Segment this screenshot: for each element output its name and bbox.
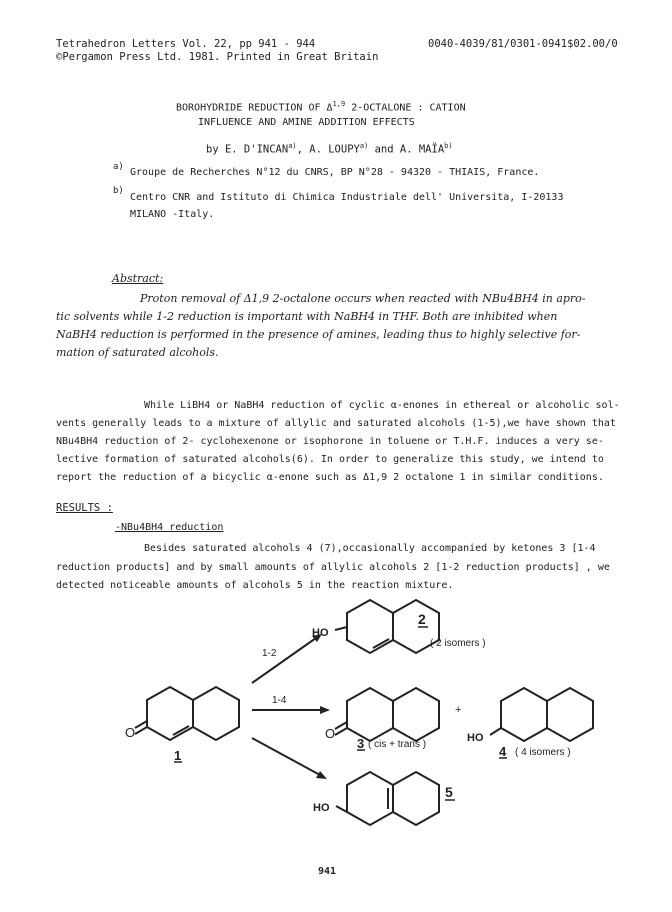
body-line: NBu4BH4 reduction of 2- cyclohexenone or isophorone in toluene or T.H.F. induces a very se- <box>56 436 604 447</box>
abstract-line: Proton removal of Δ1,9 2-octalone occurs when reacted with NBu4BH4 in apro- <box>140 292 586 305</box>
compound-3-note: ( cis + trans ) <box>368 739 427 750</box>
compound-number-1: 1 <box>174 748 182 763</box>
abstract-line: mation of saturated alcohols. <box>56 346 219 359</box>
results-subheading: -NBu4BH4 reduction <box>115 522 224 533</box>
abstract-line: NaBH4 reduction is performed in the presence of amines, leading thus to highly selective for- <box>56 328 581 341</box>
body-line: report the reduction of a bicyclic α-enone such as Δ1,9 2 octalone 1 in similar conditions. <box>56 472 604 483</box>
compound-4-hydroxyl: HO <box>467 732 484 744</box>
compound-5-structure <box>336 772 439 825</box>
body-line: While LiBH4 or NaBH4 reduction of cyclic α-enones in ethereal or alcoholic sol- <box>144 400 620 411</box>
compound-number-2: 2 <box>418 611 426 627</box>
compound-2-note: ( 2 isomers ) <box>430 638 486 649</box>
compound-1-structure <box>135 687 239 740</box>
author-1-mark: a) <box>288 142 297 150</box>
affiliation-a: Groupe de Recherches N°12 du CNRS, BP N°28 - 94320 - THIAIS, France. <box>130 167 540 178</box>
compound-number-3: 3 <box>357 736 365 751</box>
author-3: and A. MAÏA <box>368 143 445 156</box>
plus-sign: + <box>455 704 462 716</box>
results-heading: RESULTS : <box>56 502 113 514</box>
compound-5-hydroxyl: HO <box>313 802 330 814</box>
arrow-label-1-4: 1-4 <box>272 695 287 706</box>
compound-number-4: 4 <box>499 744 507 759</box>
title-line-2: INFLUENCE AND AMINE ADDITION EFFECTS <box>198 117 415 128</box>
arrow-1-2 <box>252 638 316 683</box>
arrow-label-1-2: 1-2 <box>262 648 277 659</box>
affiliation-b-line2: MILANO -Italy. <box>130 209 215 220</box>
compound-1-oxygen: O <box>125 725 136 740</box>
arrow-1-5 <box>252 738 320 775</box>
compound-3-structure <box>335 688 439 741</box>
page-number: 941 <box>318 866 337 877</box>
author-1: by E. D'INCAN <box>206 143 289 156</box>
author-2-mark: a) <box>359 142 369 150</box>
abstract-line: tic solvents while 1-2 reduction is important with NaBH4 in THF. Both are inhibited when <box>56 310 558 323</box>
title-superscript: 1,9 <box>332 100 346 108</box>
compound-4-structure <box>490 688 593 741</box>
article-code: 0040-4039/81/0301-0941$02.00/0 <box>428 38 618 50</box>
body-line: lective formation of saturated alcohols(6). In order to generalize this study, we intend to <box>56 454 604 465</box>
compound-3-oxygen: O <box>325 726 336 741</box>
affiliation-b-mark: b) <box>113 186 124 196</box>
publisher-line: ©Pergamon Press Ltd. 1981. Printed in Great Britain <box>56 51 379 63</box>
author-2: , A. LOUPY <box>296 143 360 156</box>
journal-citation: Tetrahedron Letters Vol. 22, pp 941 - 944 <box>56 38 316 50</box>
results-line: Besides saturated alcohols 4 (7),occasionally accompanied by ketones 3 [1-4 <box>144 543 596 554</box>
results-line: detected noticeable amounts of alcohols 5 in the reaction mixture. <box>56 580 454 591</box>
compound-2-hydroxyl: HO <box>312 627 329 639</box>
affiliation-a-mark: a) <box>113 162 124 172</box>
affiliation-b-line1: Centro CNR and Istituto di Chimica Industriale dell' Universita, I-20133 <box>130 192 564 203</box>
title-part-a: BOROHYDRIDE REDUCTION OF Δ <box>176 102 333 114</box>
title-part-b: 2-OCTALONE : CATION <box>345 102 466 114</box>
author-3-mark: b) <box>444 142 453 150</box>
compound-number-5: 5 <box>445 784 453 800</box>
body-line: vents generally leads to a mixture of allylic and saturated alcohols (1-5),we have shown that <box>56 418 616 429</box>
compound-4-note: ( 4 isomers ) <box>515 747 571 758</box>
abstract-heading: Abstract: <box>112 272 164 285</box>
results-line: reduction products] and by small amounts of allylic alcohols 2 [1-2 reduction products] , we <box>56 562 610 573</box>
